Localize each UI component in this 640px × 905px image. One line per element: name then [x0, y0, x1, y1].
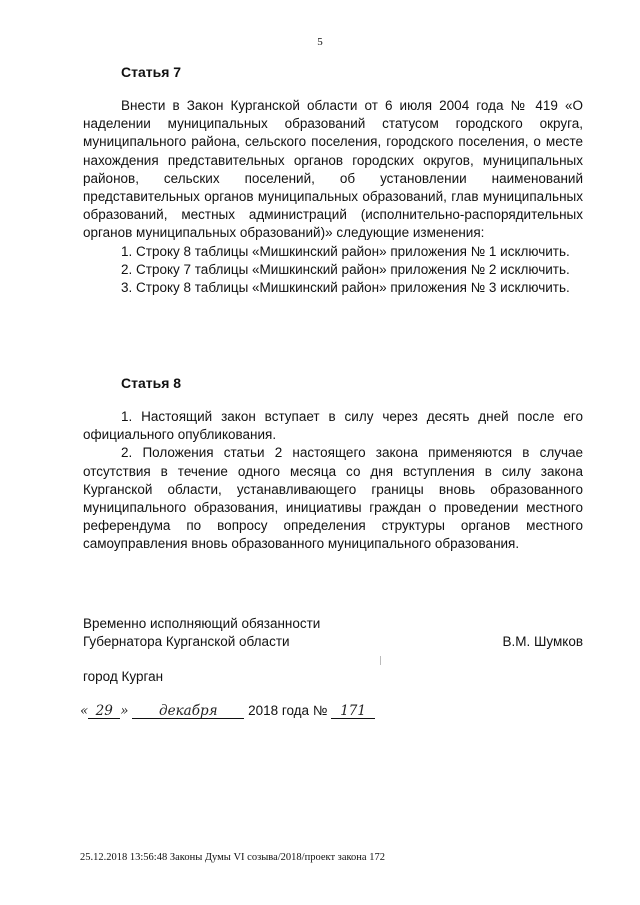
article-7-title: Статья 7 — [121, 64, 182, 80]
date-close-quote: » — [120, 703, 129, 719]
law-number: 171 — [331, 704, 375, 719]
signatory-title-line-2: Губернатора Курганской области — [83, 634, 290, 649]
date-number-line — [80, 703, 375, 719]
date-open-quote: « — [80, 703, 89, 719]
article-7-paragraph: 2. Строку 7 таблицы «Мишкинский район» приложения № 2 исключить. — [121, 261, 570, 277]
article-7-paragraph: 3. Строку 8 таблицы «Мишкинский район» приложения № 3 исключить. — [121, 280, 570, 296]
date-year-text: 2018 года № — [248, 703, 328, 718]
scan-mark — [380, 656, 381, 665]
date-month: декабря — [132, 704, 244, 719]
article-8-paragraph: 2. Положения статьи 2 настоящего закона применяются в случае отсутствия в течение одного месяца со дня вступления в силу закона Курганской области, устанавливающего границы вновь образованного муниципального образования, инициативы граждан о проведении местного референдума по вопросу определения структуры органов местного самоуправления вновь образованного муниципального образования. — [83, 445, 583, 552]
date-day: 29 — [88, 704, 120, 719]
article-8-body — [83, 408, 583, 554]
article-7-paragraph: 1. Строку 8 таблицы «Мишкинский район» приложения № 1 исключить. — [121, 243, 570, 259]
signatory-title-line-1: Временно исполняющий обязанности — [83, 616, 321, 631]
place-of-adoption: город Курган — [83, 669, 164, 684]
article-8-title: Статья 8 — [121, 375, 182, 391]
page-number: 5 — [317, 36, 323, 48]
article-8-paragraph: 1. Настоящий закон вступает в силу через десять дней после его официального опубликования. — [83, 409, 583, 443]
document-footer: 25.12.2018 13:56:48 Законы Думы VI созыва/2018/проект закона 172 — [80, 852, 385, 863]
signatory-name: В.М. Шумков — [502, 634, 583, 649]
article-7-body — [83, 97, 583, 297]
article-7-paragraph: Внести в Закон Курганской области от 6 июля 2004 года № 419 «О наделении муниципальных образований статусом городского округа, муниципального района, сельского поселения, городского поселения, о месте нахождения представительных органов городских округов, муниципальных районов, сельских поселений, об установлении наименований представительных органов муниципальных образований, глав муниципальных образований, местных администраций (исполнительно-распорядительных органов муниципальных образований)» следующие изменения: — [83, 98, 583, 241]
